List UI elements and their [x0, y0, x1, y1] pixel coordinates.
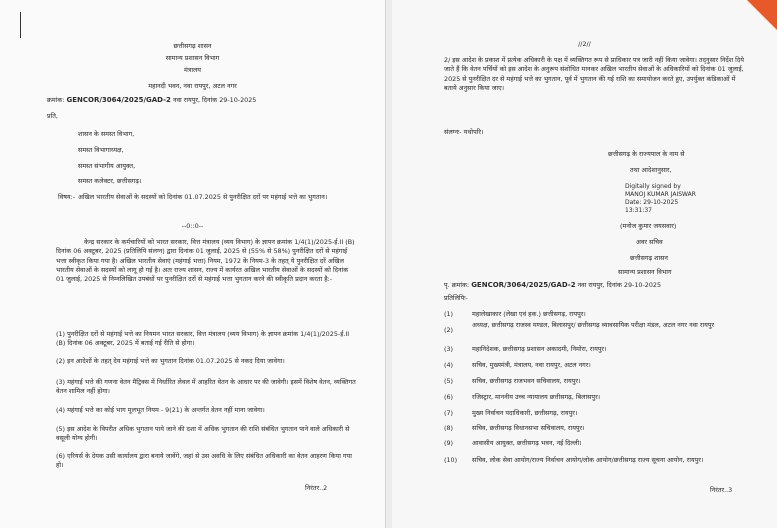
- copy-item-number: (6): [444, 393, 454, 401]
- attachment-note: संलग्नः- यथोपरि।: [444, 128, 484, 136]
- header-address: महानदी भवन, नवा रायपुर, अटल नगर: [148, 82, 237, 90]
- separator: --0::0--: [181, 222, 204, 230]
- copy-item-number: (3): [444, 345, 454, 353]
- endorsement-reference: [444, 281, 661, 290]
- header-govt: छत्तीसगढ़ शासन: [173, 42, 212, 50]
- document-page-1: [0, 0, 386, 528]
- signature-date: Date: 29-10-2025: [625, 199, 679, 206]
- copy-item-number: (1): [444, 310, 454, 318]
- copy-item-text: आवासीय आयुक्त, छत्तीसगढ़ भवन, नई दिल्ली।: [472, 439, 582, 447]
- copy-item-number: (10): [444, 456, 458, 464]
- officer-post: अवर सचिव: [636, 238, 663, 246]
- document-page-2: [392, 0, 777, 528]
- copy-item-text: महानिदेशक, छत्तीसगढ़ प्रशासन अकादमी, निमोरा, रायपुर।: [472, 345, 607, 353]
- signature-time: 13:31:37: [625, 207, 652, 214]
- order-place-date: नवा रायपुर, दिनांक 29-10-2025: [172, 96, 257, 104]
- copy-item-text: अध्यक्ष, छत्तीसगढ़ राजस्व मण्डल, बिलासपुर/ छत्तीसगढ़ व्यावसायिक परीक्षा मंडल, अटल नगर नवा रायपुर: [472, 321, 715, 329]
- page-footer: निरंतर..2: [305, 484, 328, 492]
- margin-mark: [20, 12, 21, 38]
- subject-text: अखिल भारतीय सेवाओं के सदस्यों को दिनांक 01.07.2025 से पुनरीक्षित दरों पर महंगाई भत्ते का भुगतान।: [78, 193, 328, 201]
- paragraph-2: 2/ इस आदेश के प्रकाश में प्रत्येक अधिकारी के पक्ष में व्यक्तिगत रूप से प्राधिकार पत्र जारी नहीं किया जावेगा। तद्नुसार निर्देश दिये जाते हैं कि वेतन पर्चियों को इस आदेश के अनुरूप संशोधित मानकर अखिल भारतीय सेवाओं के अधिकारियों को दिनांक 01 जुलाई, 2025 से पुनरीक्षित दर से महंगाई भत्ते का भुगतान, पूर्व में भुगतान की गई राशि का समायोजन करते हुए, उपर्युक्त कंडिकाओं में बताये अनुसार किया जाए।: [444, 56, 744, 92]
- order-reference: [47, 96, 256, 105]
- page-corner-fold: [747, 0, 777, 30]
- copy-item-text: सचिव, मुख्यमंत्री, मंत्रालय, नवा रायपुर, अटल नगर।: [472, 361, 591, 369]
- endorsement-place-date: नवा रायपुर, दिनांक 29-10-2025: [577, 281, 662, 289]
- copy-item-text: रजिस्ट्रार, माननीय उच्च न्यायालय छत्तीसगढ़, बिलासपुर।: [472, 393, 601, 401]
- order-line: तथा आदेशानुसार,: [630, 166, 672, 174]
- recipient: समस्त विभागाध्यक्ष,: [78, 146, 124, 154]
- copy-item-text: सचिव, छत्तीसगढ़ राजभवन सचिवालय, रायपुर।: [472, 377, 581, 385]
- officer-govt: छत्तीसगढ़ शासन: [630, 254, 668, 262]
- copy-item-number: (4): [444, 361, 454, 369]
- recipient: समस्त कलेक्टर, छत्तीसगढ़।: [78, 177, 142, 185]
- recipient: शासन के समस्त विभाग,: [78, 130, 135, 138]
- copy-item-number: (7): [444, 409, 454, 417]
- signature-signed-by: Digitally signed by: [625, 183, 681, 190]
- copy-item-text: मुख्य निर्वाचन पदाधिकारी, छत्तीसगढ़, रायपुर।: [472, 409, 578, 417]
- copy-item-number: (2): [444, 326, 454, 334]
- governor-line: छत्तीसगढ़ के राज्यपाल के नाम से: [608, 150, 685, 158]
- order-number: GENCOR/3064/2025/GAD-2: [66, 96, 171, 104]
- page-number: //2//: [578, 40, 591, 48]
- signature-name: MANOJ KUMAR JAISWAR: [625, 191, 696, 198]
- copy-label: प्रतिलिपिः-: [444, 294, 468, 302]
- point-3: (3) महंगाई भत्ते की गणना वेतन मैट्रिक्स में निर्धारित लेवल में आहरित वेतन के आधार पर की जावेगी। इसमें विशेष वेतन, व्यक्तिगत वेतन शामिल नहीं होगा।: [56, 378, 356, 395]
- officer-dept: सामान्य प्रशासन विभाग: [618, 268, 672, 276]
- prati-label: प्रति,: [47, 112, 58, 120]
- copy-item-number: (5): [444, 377, 454, 385]
- intro-paragraph: केन्द्र सरकार के कर्मचारियों को भारत सरकार, वित्त मंत्रालय (व्यय विभाग) के ज्ञापन क्रमांक 1/4(1)/2025-ई.II (B) दिनांक 06 अक्टूबर, 2025 (प्रतिलिपि संलग्न) द्वारा दिनांक 01 जुलाई, 2025 से (55% से 58%) पुनरीक्षित दरों से महंगाई भत्ता स्वीकृत किया गया है। अखिल भारतीय सेवाएं (महंगाई भत्ता) नियम, 1972 के नियम-3 के तहत् ये पुनरीक्षित दरें अखिल भारतीय सेवाओं के सदस्यों को लागू हो गई है। अतः राज्य शासन, राज्य में कार्यरत अखिल भारतीय सेवाओं के सदस्यों को दिनांक 01 जुलाई, 2025 से निम्नलिखित उपबंधों पर पुनरीक्षित दरों से महंगाई भत्ता भुगतान करने की स्वीकृति प्रदान करता है:-: [56, 238, 355, 284]
- endorsement-number: GENCOR/3064/2025/GAD-2: [471, 281, 576, 289]
- point-5: (5) इस आदेश के विपरीत अधिक भुगतान पाये जाने की दशा में अधिक भुगतान की राशि संबंधित भुगतान पाने वाले अधिकारी से वसूली योग्य होगी।: [56, 425, 350, 442]
- header-dept: सामान्य प्रशासन विभाग: [165, 54, 220, 62]
- officer-name: (मनोज कुमार जयसवार): [620, 222, 677, 230]
- copy-item-text: महालेखाकार (लेखा एवं हक.) छत्तीसगढ़, रायपुर।: [472, 310, 586, 318]
- point-6: (6) एरियर्स के देयक उसी कार्यालय द्वारा बनाये जावेंगे, जहां से उस अवधि के लिए संबंधित अधिकारी का वेतन आहरण किया गया हो।: [56, 452, 352, 469]
- order-ref-prefix: क्रमांक:: [47, 96, 65, 104]
- point-4: (4) महंगाई भत्ते का कोई भाग मूलभूत नियम - 9(21) के अन्तर्गत वेतन नहीं माना जावेगा।: [56, 406, 265, 414]
- copy-item-number: (9): [444, 439, 454, 447]
- endorsement-prefix: पृ. क्रमांक:: [444, 281, 470, 289]
- recipient: समस्त संभागीय आयुक्त,: [78, 162, 136, 170]
- copy-item-number: (8): [444, 424, 454, 432]
- subject-label: विषय:-: [58, 193, 76, 201]
- point-1: (1) पुनरीक्षित दरों से महंगाई भत्ते का नियमन भारत सरकार, वित्त मंत्रालय (व्यय विभाग) के ज्ञापन क्रमांक 1/4(1)/2025-ई.II (B) दिनांक 06 अक्टूबर, 2025 में बताई गई रीति से होगा।: [56, 330, 350, 347]
- copy-item-text: सचिव, लोक सेवा आयोग/राज्य निर्वाचन आयोग/लोक आयोग/छत्तीसगढ़ राज्य सूचना आयोग, रायपुर।: [472, 456, 704, 464]
- page-footer: निरंतर..3: [710, 486, 733, 494]
- point-2: (2) इन आदेशों के तहत् देय महंगाई भत्ते का भुगतान दिनांक 01.07.2025 से नकद दिया जावेगा।: [56, 357, 285, 365]
- copy-item-text: सचिव, छत्तीसगढ़ विधानसभा सचिवालय, रायपुर।: [472, 424, 585, 432]
- header-office: मंत्रालय: [183, 66, 202, 74]
